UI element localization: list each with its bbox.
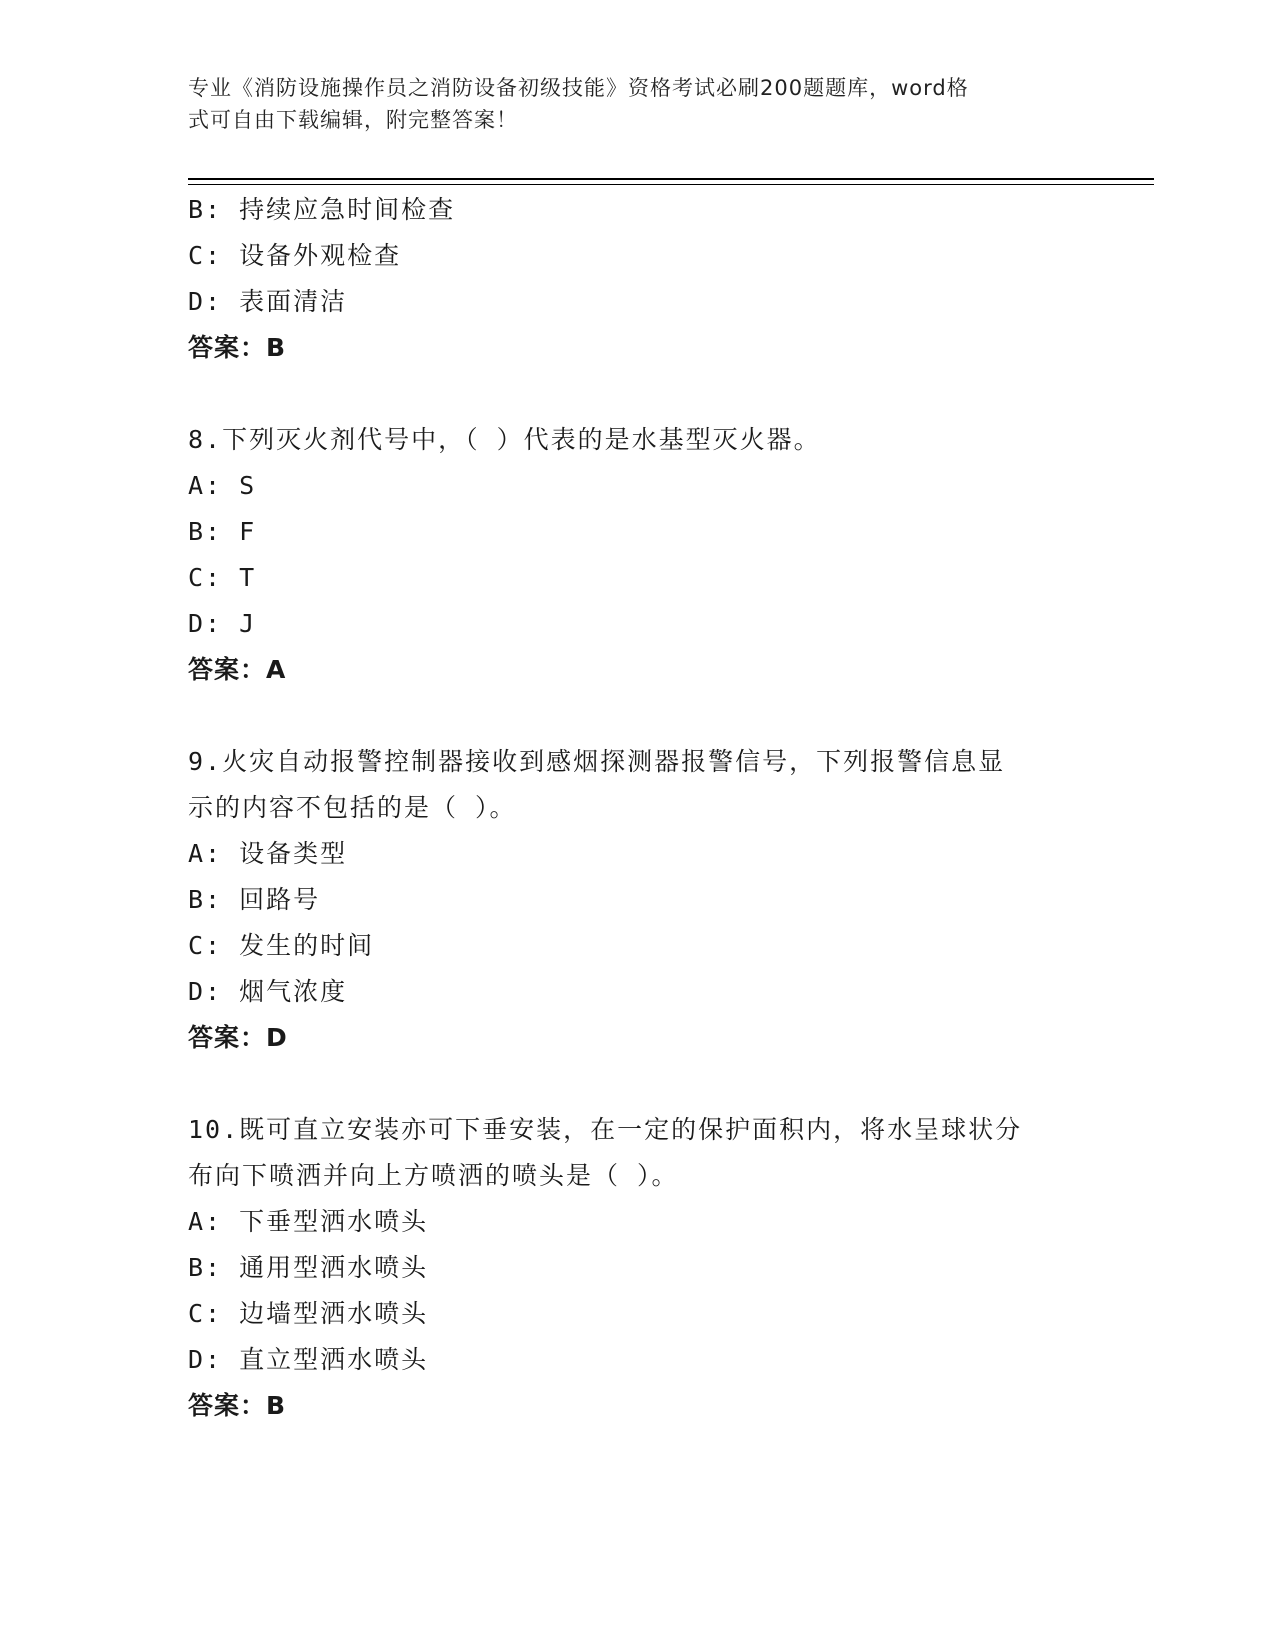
option-b: B: 回路号 [188, 885, 321, 914]
spacer [188, 693, 1088, 739]
question-9 [188, 739, 1088, 1061]
document-header [188, 72, 1068, 136]
header-line-2: 式可自由下载编辑，附完整答案！ [188, 108, 518, 132]
header-line-1: 专业《消防设施操作员之消防设备初级技能》资格考试必刷200题题库，word格 [188, 76, 969, 100]
answer-line: 答案：B [188, 333, 287, 362]
option-a: A: S [188, 471, 257, 500]
option-c: C: 边墙型洒水喷头 [188, 1299, 429, 1328]
option-b: B: 通用型洒水喷头 [188, 1253, 429, 1282]
question-content [188, 187, 1088, 1429]
spacer [188, 371, 1088, 417]
question-text: 8.下列灭火剂代号中，（ ）代表的是水基型灭火器。 [188, 425, 821, 454]
option-d: D: J [188, 609, 257, 638]
option-c: C: 设备外观检查 [188, 241, 402, 270]
option-c: C: 发生的时间 [188, 931, 375, 960]
answer-line: 答案：D [188, 1023, 288, 1052]
option-b: B: F [188, 517, 257, 546]
question-text: 10.既可直立安装亦可下垂安装，在一定的保护面积内，将水呈球状分 [188, 1115, 1023, 1144]
option-c: C: T [188, 563, 257, 592]
question-10 [188, 1107, 1088, 1429]
spacer [188, 1061, 1088, 1107]
header-divider-thin [188, 184, 1154, 185]
question-8 [188, 417, 1088, 693]
header-divider-thick [188, 178, 1154, 180]
option-a: A: 下垂型洒水喷头 [188, 1207, 429, 1236]
answer-line: 答案：A [188, 655, 287, 684]
question-7-continued [188, 187, 1088, 371]
question-text: 9.火灾自动报警控制器接收到感烟探测器报警信号，下列报警信息显 [188, 747, 1006, 776]
option-d: D: 直立型洒水喷头 [188, 1345, 429, 1374]
option-a: A: 设备类型 [188, 839, 348, 868]
question-text: 布向下喷洒并向上方喷洒的喷头是（ ）。 [188, 1161, 679, 1190]
answer-line: 答案：B [188, 1391, 287, 1420]
question-text: 示的内容不包括的是（ ）。 [188, 793, 517, 822]
option-d: D: 表面清洁 [188, 287, 348, 316]
option-d: D: 烟气浓度 [188, 977, 348, 1006]
option-b: B: 持续应急时间检查 [188, 195, 456, 224]
